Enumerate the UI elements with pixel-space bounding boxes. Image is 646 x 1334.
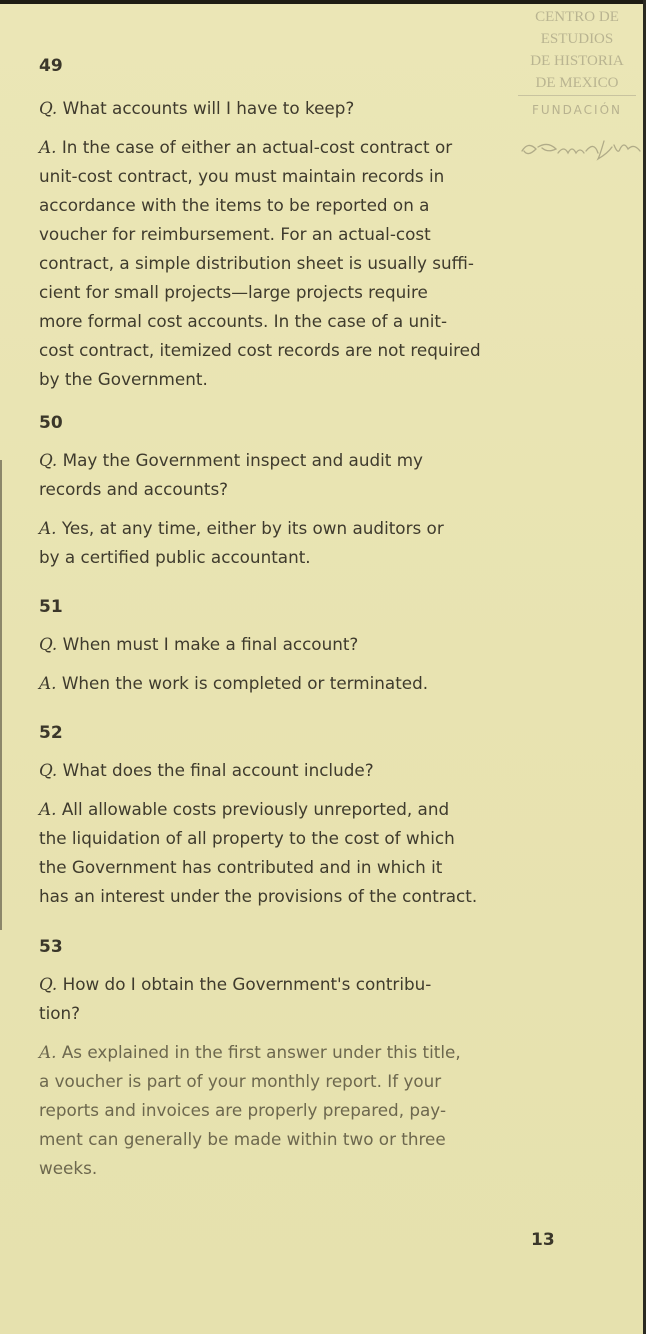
answer-line: voucher for reimbursement. For an actual-cost xyxy=(39,224,431,244)
answer xyxy=(39,799,449,819)
question-line: tion? xyxy=(39,1003,81,1023)
question xyxy=(39,634,358,654)
question-marker: Q. xyxy=(39,450,58,470)
answer-line: more formal cost accounts. In the case of a unit- xyxy=(39,311,448,331)
answer xyxy=(39,1042,461,1062)
answer xyxy=(39,518,444,538)
question-text: What accounts will I have to keep? xyxy=(62,98,355,118)
answer-line: weeks. xyxy=(39,1158,98,1178)
scan-edge-left xyxy=(0,460,2,930)
answer-line: by the Government. xyxy=(39,369,208,389)
question-marker: Q. xyxy=(39,98,58,118)
question-text: May the Government inspect and audit my xyxy=(62,450,423,470)
question xyxy=(39,98,354,118)
entry-number: 51 xyxy=(39,597,63,617)
watermark-line: DE MEXICO xyxy=(535,75,619,91)
answer-line: a voucher is part of your monthly report. If your xyxy=(39,1071,442,1091)
watermark-divider xyxy=(518,95,636,96)
question-line: records and accounts? xyxy=(39,479,229,499)
answer-line: cient for small projects—large projects require xyxy=(39,282,428,302)
signature-icon xyxy=(518,137,644,163)
question-marker: Q. xyxy=(39,634,58,654)
answer xyxy=(39,137,452,157)
answer-line: reports and invoices are properly prepared, pay- xyxy=(39,1100,446,1120)
answer-line: the Government has contributed and in which it xyxy=(39,857,443,877)
question-marker: Q. xyxy=(39,974,58,994)
answer-marker: A. xyxy=(39,518,57,538)
answer-marker: A. xyxy=(39,673,57,693)
question-text: How do I obtain the Government's contribu- xyxy=(62,974,432,994)
entry-number: 53 xyxy=(39,937,63,957)
answer-line: ment can generally be made within two or three xyxy=(39,1129,446,1149)
question xyxy=(39,760,374,780)
scan-edge-top xyxy=(0,0,646,4)
answer-line: contract, a simple distribution sheet is usually suffi- xyxy=(39,253,474,273)
question-marker: Q. xyxy=(39,760,58,780)
watermark-line: ESTUDIOS xyxy=(540,31,614,47)
question xyxy=(39,450,423,470)
entry-number: 52 xyxy=(39,723,63,743)
watermark-line: DE HISTORIA xyxy=(530,53,624,69)
archive-watermark xyxy=(512,6,642,121)
answer-line: the liquidation of all property to the cost of which xyxy=(39,828,455,848)
page-number: 13 xyxy=(531,1230,555,1250)
answer-line: by a certified public accountant. xyxy=(39,547,311,567)
answer-line: has an interest under the provisions of the contract. xyxy=(39,886,478,906)
answer-line: unit-cost contract, you must maintain records in xyxy=(39,166,445,186)
answer-marker: A. xyxy=(39,799,57,819)
answer-line: accordance with the items to be reported on a xyxy=(39,195,430,215)
answer-line: When the work is completed or terminated. xyxy=(61,673,429,693)
answer-line: As explained in the first answer under this title, xyxy=(61,1042,461,1062)
question-text: What does the final account include? xyxy=(62,760,374,780)
watermark-foundation: FUNDACIÓN xyxy=(531,103,623,117)
answer-line: All allowable costs previously unreported, and xyxy=(61,799,450,819)
watermark-line: CENTRO DE xyxy=(535,9,619,25)
answer-marker: A. xyxy=(39,137,57,157)
question-text: When must I make a final account? xyxy=(62,634,359,654)
answer-line: In the case of either an actual-cost contract or xyxy=(61,137,453,157)
question xyxy=(39,974,431,994)
entry-number: 49 xyxy=(39,56,63,76)
entry-number: 50 xyxy=(39,413,63,433)
answer-marker: A. xyxy=(39,1042,57,1062)
answer-line: cost contract, itemized cost records are not required xyxy=(39,340,481,360)
answer xyxy=(39,673,428,693)
answer-line: Yes, at any time, either by its own auditors or xyxy=(61,518,444,538)
